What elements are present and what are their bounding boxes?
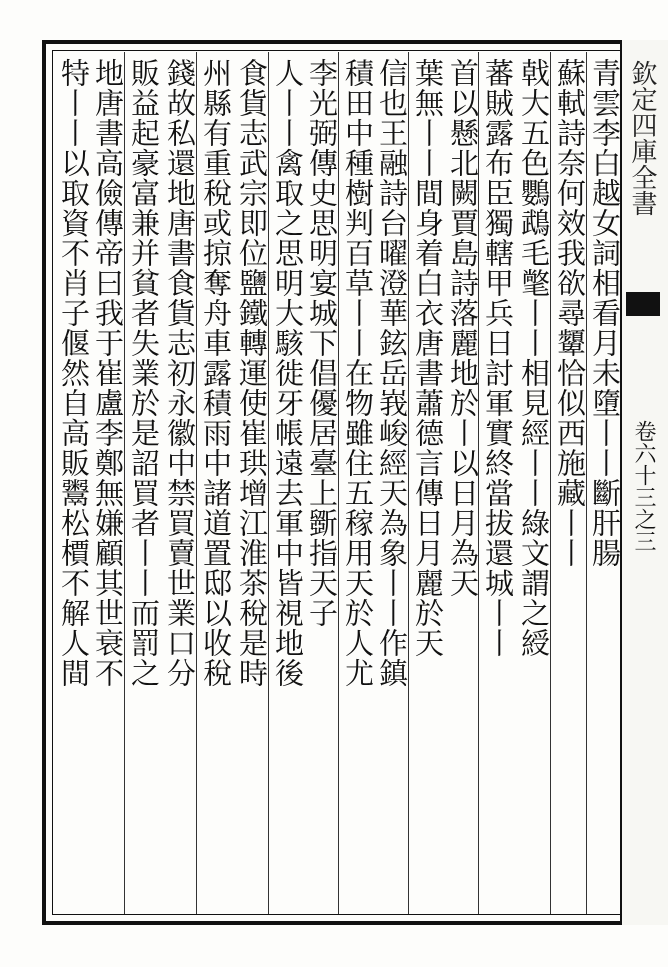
text-column: 特丨丨以取資不肖子偃然自高販鬻松檟不解人間 xyxy=(57,58,91,688)
text-column: 食貨志武宗即位鹽鐵轉運使崔珙增江淮茶稅是時 xyxy=(235,58,269,688)
text-column: 錢故私還地唐書食貨志初永徽中禁買賣世業口分 xyxy=(163,58,197,688)
text-column: 首以懸北闕賈島詩落麗地於丨以日月為天 xyxy=(446,58,480,598)
text-column: 地唐書高儉傳帝曰我于崔盧李鄭無嫌顧其世衰不 xyxy=(91,58,125,688)
page-bottom-border xyxy=(42,921,620,925)
fish-tail-mark xyxy=(626,292,660,316)
text-column: 李光弼傳史思明宴城下倡優居臺上斵指天子 xyxy=(305,58,339,628)
margin-title: 欽定四庫全書 xyxy=(627,60,657,216)
text-column: 青雲李白越女詞相看月未墮丨丨斷肝腸 xyxy=(588,58,622,568)
volume-label: 卷六十三之三 xyxy=(631,420,656,552)
text-column: 蕃賊露布臣獨轄甲兵日討軍實終當拔還城丨丨 xyxy=(481,58,515,658)
text-column: 戟大五色鸚鵡毛氅丨丨相見經丨丨綠文謂之綬 xyxy=(517,58,551,658)
text-column: 人丨丨禽取之思明大駭徙牙帳遠去軍中皆視地後 xyxy=(271,58,305,688)
text-column: 販益起豪富兼并貧者失業於是詔買者丨丨而罰之 xyxy=(127,58,161,688)
text-column: 信也王融詩台曜澄華鉉岳峩峻經天為象丨丨作鎮 xyxy=(375,58,409,688)
text-column: 州縣有重稅或掠奪舟車露積雨中諸道置邸以收稅 xyxy=(199,58,233,688)
text-column: 葉無丨丨間身着白衣唐書蕭德言傳日月麗於天 xyxy=(411,58,445,658)
text-column: 積田中種樹判百草丨丨在物雖住五稼用天於人尤 xyxy=(341,58,375,688)
text-column: 蘇軾詩奈何效我欲尋顰恰似西施藏丨丨 xyxy=(553,58,587,568)
